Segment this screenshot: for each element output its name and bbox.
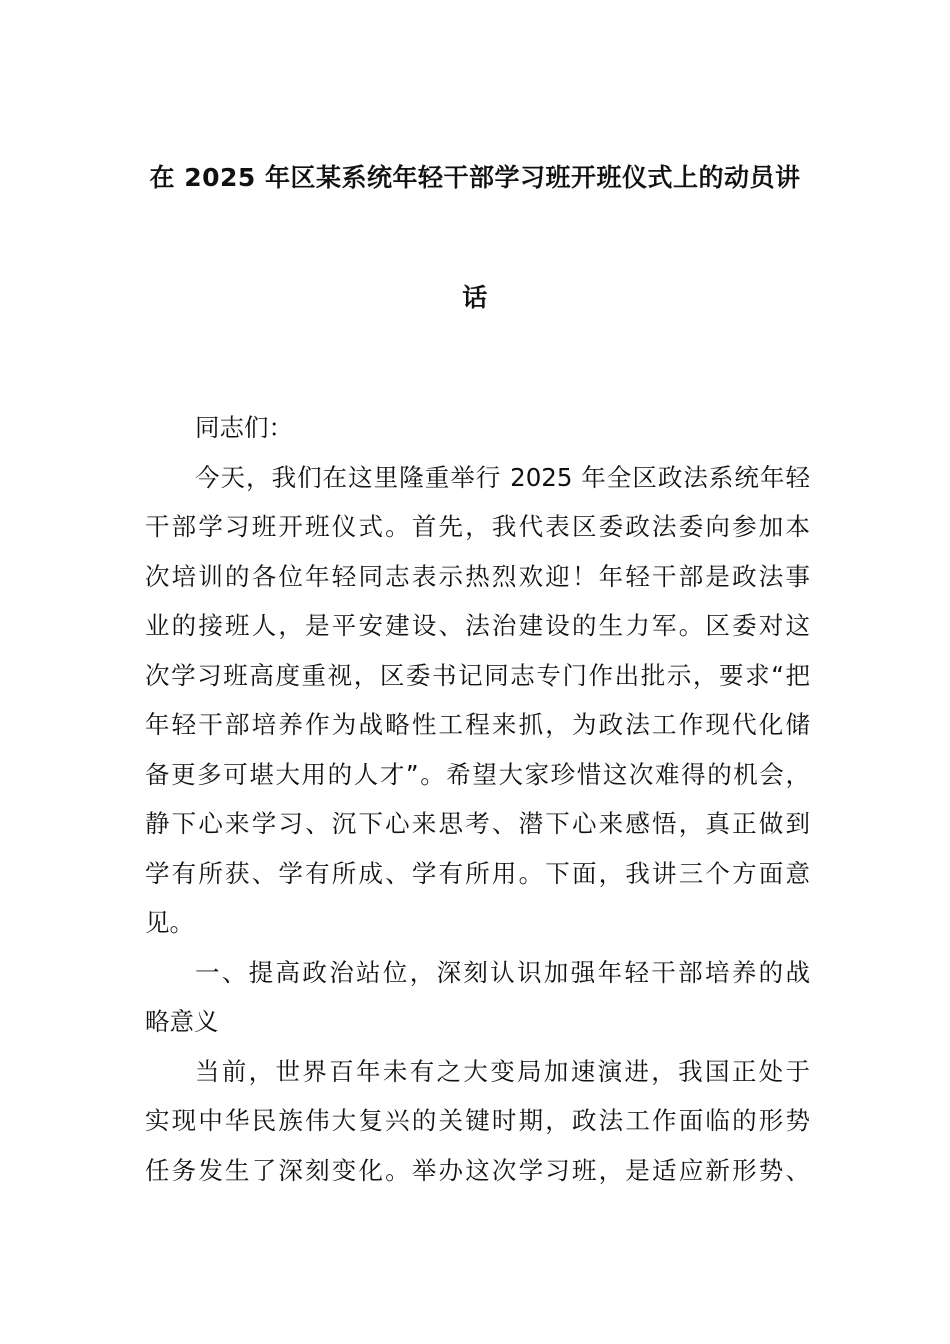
body-line: 备更多可堪大用的人才”。希望大家珍惜这次难得的机会， — [145, 759, 810, 789]
body-line: 静下心来学习、沉下心来思考、潜下心来感悟，真正做到 — [145, 809, 810, 838]
body-line: 次培训的各位年轻同志表示热烈欢迎！年轻干部是政法事 — [145, 561, 810, 591]
body-line: 实现中华民族伟大复兴的关键时期，政法工作面临的形势 — [145, 1106, 810, 1135]
body-line: 略意义 — [145, 1007, 219, 1036]
body-line: 当前，世界百年未有之大变局加速演进，我国正处于 — [195, 1056, 810, 1086]
body-line: 次学习班高度重视，区委书记同志专门作出批示，要求“把 — [145, 660, 810, 690]
document-title-line-2: 话 — [462, 283, 488, 312]
body-line: 年轻干部培养作为战略性工程来抓，为政法工作现代化储 — [145, 710, 810, 739]
body-line: 任务发生了深刻变化。举办这次学习班，是适应新形势、 — [145, 1155, 810, 1185]
body-line: 业的接班人，是平安建设、法治建设的生力军。区委对这 — [145, 611, 810, 640]
body-line: 见。 — [145, 908, 194, 937]
document-title-line-1: 在 2025 年区某系统年轻干部学习班开班仪式上的动员讲 — [149, 163, 801, 192]
body-line: 一、提高政治站位，深刻认识加强年轻干部培养的战 — [195, 957, 810, 987]
body-line: 今天，我们在这里隆重举行 2025 年全区政法系统年轻 — [195, 462, 810, 492]
document-body — [145, 403, 810, 1195]
body-line: 同志们： — [195, 413, 293, 442]
body-line: 干部学习班开班仪式。首先，我代表区委政法委向参加本 — [145, 512, 810, 541]
body-line: 学有所获、学有所成、学有所用。下面，我讲三个方面意 — [145, 858, 810, 888]
